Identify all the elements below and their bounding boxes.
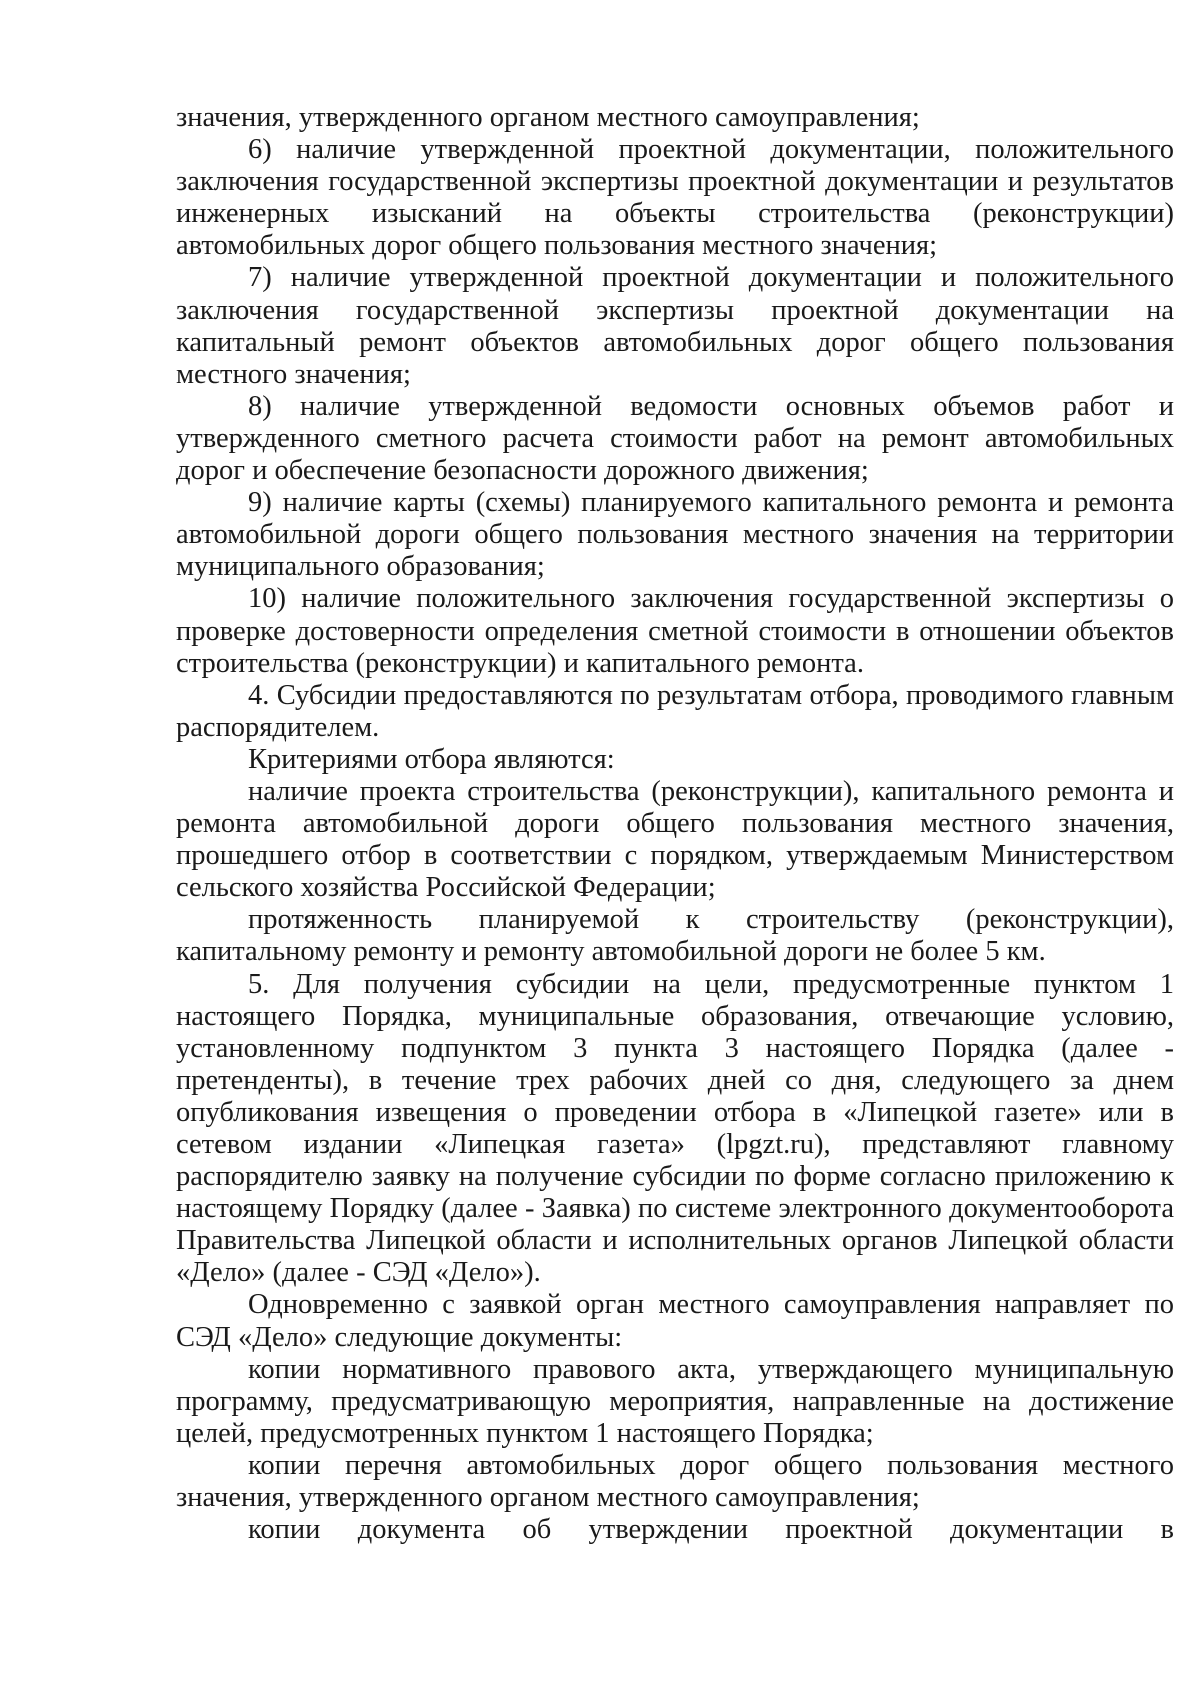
- paragraph-item-7: 7) наличие утвержденной проектной документации и положительного заключения государственной экспертизы проектной документации на капитальный ремонт объектов автомобильных дорог общего пользования местного значения;: [176, 262, 1174, 390]
- paragraph-criterion-length: протяженность планируемой к строительству (реконструкции), капитальному ремонту и ремонту автомобильной дороги не более 5 км.: [176, 904, 1174, 968]
- document-page: [176, 102, 1174, 1546]
- paragraph-item-8: 8) наличие утвержденной ведомости основных объемов работ и утвержденного сметного расчета стоимости работ на ремонт автомобильных дорог и обеспечение безопасности дорожного движения;: [176, 390, 1174, 487]
- paragraph-item-9: 9) наличие карты (схемы) планируемого капитального ремонта и ремонта автомобильной дороги общего пользования местного значения на территории муниципального образования;: [176, 487, 1174, 583]
- paragraph-item-6: 6) наличие утвержденной проектной документации, положительного заключения государственной экспертизы проектной документации и результатов инженерных изысканий на объекты строительства (реконструкции) автомобильных дорог общего пользования местного значения;: [176, 134, 1174, 262]
- paragraph-doc-roads-list: копии перечня автомобильных дорог общего пользования местного значения, утвержденного органом местного самоуправления;: [176, 1449, 1174, 1514]
- paragraph-continuation: значения, утвержденного органом местного самоуправления;: [176, 102, 920, 133]
- paragraph-documents-intro: Одновременно с заявкой орган местного самоуправления направляет по СЭД «Дело» следующие документы:: [176, 1289, 1174, 1353]
- paragraph-section-4: 4. Субсидии предоставляются по результатам отбора, проводимого главным распорядителем.: [176, 679, 1174, 743]
- paragraph-section-5: 5. Для получения субсидии на цели, предусмотренные пунктом 1 настоящего Порядка, муниципальные образования, отвечающие условию, установленному подпунктом 3 пункта 3 настоящего Порядка (далее - претенденты), в течение трех рабочих дней со дня, следующего за днем опубликования извещения о проведении отбора в «Липецкой газете» или в сетевом издании «Липецкая газета» (lpgzt.ru), представляют главному распорядителю заявку на получение субсидии по форме согласно приложению к настоящему Порядку (далее - Заявка) по системе электронного документооборота Правительства Липецкой области и исполнительных органов Липецкой области «Дело» (далее - СЭД «Дело»).: [176, 968, 1174, 1289]
- paragraph-doc-program: копии нормативного правового акта, утверждающего муниципальную программу, предусматривающую мероприятия, направленные на достижение целей, предусмотренных пунктом 1 настоящего Порядка;: [176, 1353, 1174, 1449]
- paragraph-criterion-project: наличие проекта строительства (реконструкции), капитального ремонта и ремонта автомобильной дороги общего пользования местного значения, прошедшего отбор в соответствии с порядком, утверждаемым Министерством сельского хозяйства Российской Федерации;: [176, 775, 1174, 904]
- paragraph-item-10: 10) наличие положительного заключения государственной экспертизы о проверке достоверности определения сметной стоимости в отношении объектов строительства (реконструкции) и капитального ремонта.: [176, 583, 1174, 679]
- paragraph-doc-project-approval: копии документа об утверждении проектной документации в: [248, 1514, 1174, 1546]
- paragraph-criteria-heading: Критериями отбора являются:: [248, 743, 615, 775]
